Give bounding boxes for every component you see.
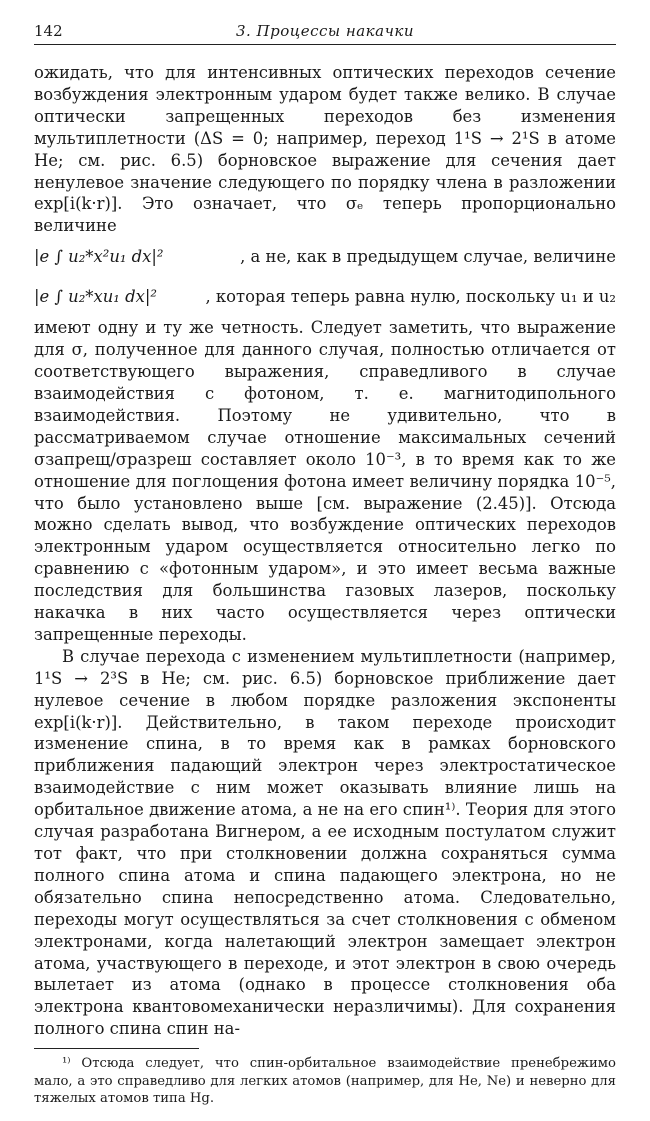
paragraph-1b: имеют одну и ту же четность. Следует заметить, что выражение для σ, полученное для данного случая, полностью отличается от соответствующего выражения, справедливого в случае взаимодействия с фотоном, т. е. магнитодипольного взаимодействия. Поэтому не удивительно, что в рассматриваемом случае отношение максимальных сечений σзапрещ/σразреш составляет около 10⁻³, в то время как то же отношение для поглощения фотона имеет величину порядка 10⁻⁵, что было установлено выше [см. выражение (2.45)]. Отсюда можно сделать вывод, что возбуждение оптических переходов электронным ударом осуществляется относительно легко по сравнению с «фотонным ударом», и это имеет весьма важные последствия для большинства газовых лазеров, поскольку накачка в них часто осуществляется через оптически запрещенные переходы. [34, 318, 616, 644]
formula-1-suffix: , а не, как в предыдущем случае, величине [240, 247, 616, 267]
matrix-element-formula-1: |e ∫ u₂*x²u₁ dx|² [34, 247, 164, 267]
footnote-rule [34, 1048, 199, 1049]
formula-line-1 [34, 237, 616, 277]
header-rule [34, 44, 616, 45]
book-page [34, 20, 616, 1121]
formula-2-suffix: , которая теперь равна нулю, поскольку u₁ и u₂ [205, 287, 616, 307]
running-head: 3. Процессы накачки [235, 22, 415, 40]
footnote: ¹⁾ Отсюда следует, что спин-орбитальное взаимодействие пренебрежимо мало, а это справедливо для легких атомов (например, для He, Ne) и неверно для тяжелых атомов типа Hg. [34, 1056, 616, 1107]
page-number: 142 [34, 22, 63, 40]
page-header [34, 20, 616, 46]
paragraph-2: В случае перехода с изменением мультиплетности (например, 1¹S → 2³S в He; см. рис. 6.5) борновское приближение дает нулевое сечение в любом порядке разложения экспоненты exp[i(k·r)]. Действительно, в таком переходе происходит изменение спина, в то время как в рамках борновского приближения падающий электрон через электростатическое взаимодействие с ним может оказывать влияние лишь на орбитальное движение атома, а не на его спин¹⁾. Теория для этого случая разработана Вигнером, а ее исходным постулатом служит тот факт, что при столкновении должна сохраняться сумма полного спина атома и спина падающего электрона, но не обязательно спина непосредственно атома. Следовательно, переходы могут осуществляться за счет столкновения с обменом электронами, когда налетающий электрон замещает электрон атома, участвующего в переходе, и этот электрон в свою очередь вылетает из атома (однако в процессе столкновения оба электрона квантовомеханически неразличимы). Для сохранения полного спина спин на- [34, 646, 616, 1039]
formula-line-2 [34, 277, 616, 317]
matrix-element-formula-2: |e ∫ u₂*xu₁ dx|² [34, 287, 157, 307]
main-text [34, 62, 616, 1040]
paragraph-1a: ожидать, что для интенсивных оптических переходов сечение возбуждения электронным ударом будет также велико. В случае оптически запрещенных переходов без изменения мультиплетности (ΔS = 0; например, переход 1¹S → 2¹S в атоме He; см. рис. 6.5) борновское выражение для сечения дает ненулевое значение следующего по порядку члена в разложении exp[i(k·r)]. Это означает, что σₑ теперь пропорционально величине [34, 63, 616, 236]
